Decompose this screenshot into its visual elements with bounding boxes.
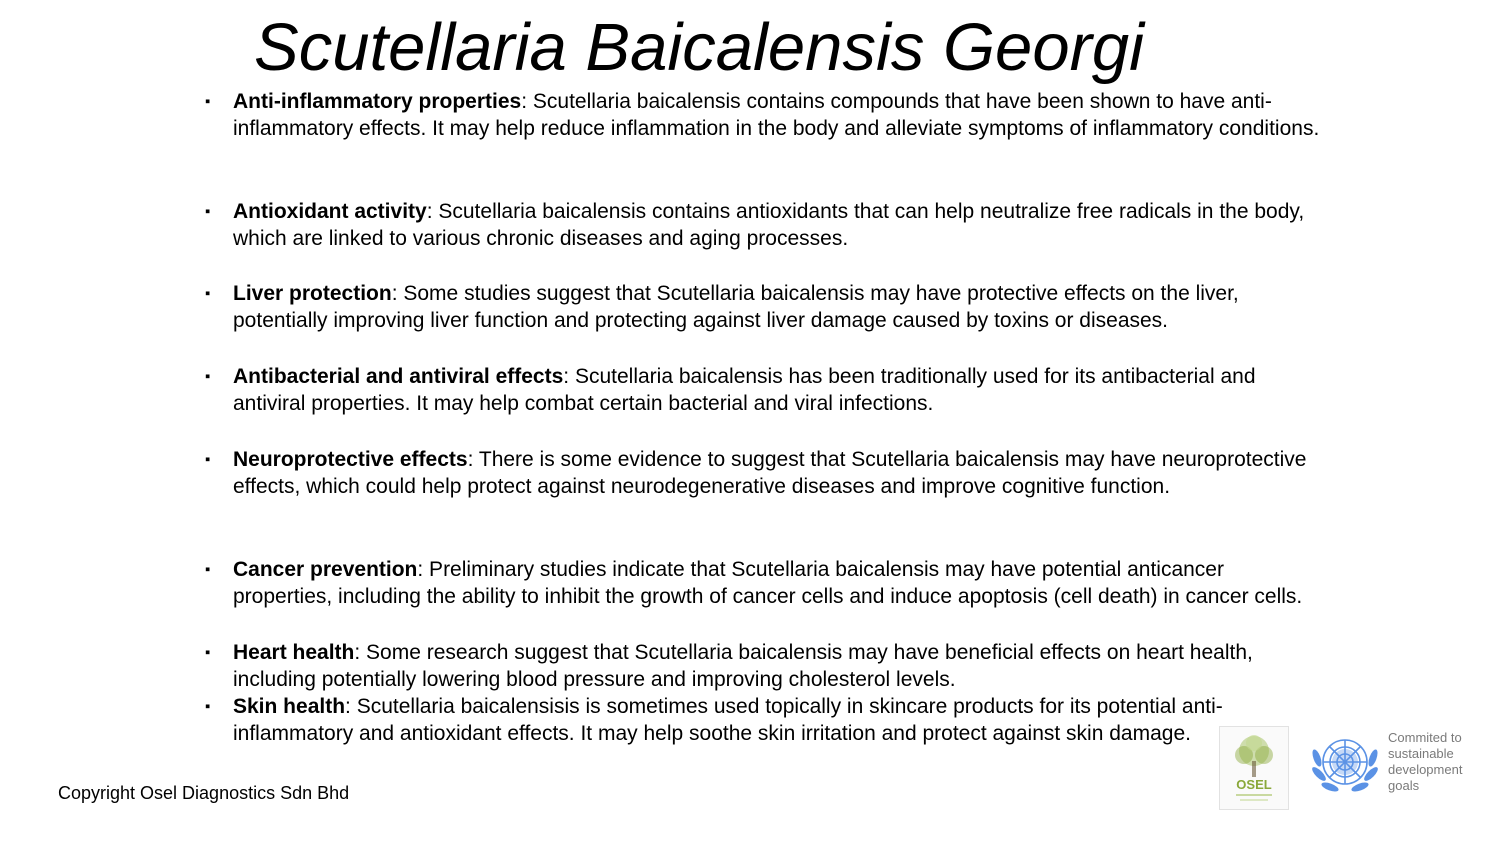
bullet-term: Cancer prevention [233,558,418,581]
bullet-text: : Some research suggest that Scutellaria baicalensis may have beneficial effects on heart health, including potentially lowering blood pressure and improving cholesterol levels. [233,641,1253,691]
bullet-term: Antibacterial and antiviral effects [233,365,564,388]
bullet-text: : Some studies suggest that Scutellaria baicalensis may have protective effects on the liver, potentially improving liver function and protecting against liver damage caused by toxins or diseases. [233,282,1239,332]
sdg-line: sustainable [1388,746,1454,761]
bullet-skin-health [205,693,1323,747]
bullet-marker: ▪ [205,561,211,578]
un-emblem-icon [1306,728,1384,800]
bullet-term: Skin health [233,695,346,718]
bullet-neuroprotective [205,446,1323,500]
bullet-marker: ▪ [205,203,211,220]
bullet-text: : Preliminary studies indicate that Scutellaria baicalensis may have potential anticancer properties, including the ability to inhibit the growth of cancer cells and induce apoptosis (cell death) in cancer cells. [233,558,1303,608]
bullet-text: : There is some evidence to suggest that Scutellaria baicalensis may have neuroprotective effects, which could help protect against neurodegenerative diseases and improve cognitive function. [233,448,1307,498]
bullet-liver-protection [205,280,1323,334]
bullet-marker: ▪ [205,285,211,302]
bullet-antioxidant [205,198,1323,252]
bullet-term: Anti-inflammatory properties [233,90,522,113]
bullet-heart-health [205,639,1323,693]
tree-icon [1220,727,1288,809]
bullet-text: : Scutellaria baicalensisis is sometimes used topically in skincare products for its potential anti-inflammatory and antioxidant effects. It may help soothe skin irritation and protect against skin damage. [233,695,1223,745]
sdg-line: goals [1388,778,1420,793]
bullet-term: Heart health [233,641,355,664]
bullet-marker: ▪ [205,368,211,385]
sdg-line: development [1388,762,1463,777]
bullet-text: : Scutellaria baicalensis contains antioxidants that can help neutralize free radicals in the body, which are linked to various chronic diseases and aging processes. [233,200,1305,250]
sdg-line: Commited to [1388,730,1462,745]
bullet-marker: ▪ [205,698,211,715]
bullet-text: : Scutellaria baicalensis has been traditionally used for its antibacterial and antiviral properties. It may help combat certain bacterial and viral infections. [233,365,1256,415]
copyright-notice: Copyright Osel Diagnostics Sdn Bhd [58,783,350,803]
bullet-cancer-prevention [205,556,1323,610]
sdg-commitment-text [1388,730,1488,794]
bullet-anti-inflammatory [205,88,1323,142]
bullet-marker: ▪ [205,451,211,468]
bullet-term: Liver protection [233,282,392,305]
bullet-marker: ▪ [205,644,211,661]
osel-logo-text: OSEL [1236,777,1272,792]
bullet-term: Antioxidant activity [233,200,427,223]
slide-title: Scutellaria Baicalensis Georgi [254,10,1145,85]
bullet-marker: ▪ [205,93,211,110]
bullet-antibacterial [205,363,1323,417]
osel-logo [1219,726,1289,810]
bullet-text: : Scutellaria baicalensis contains compounds that have been shown to have anti-inflammatory effects. It may help reduce inflammation in the body and alleviate symptoms of inflammatory conditions. [233,90,1320,140]
bullet-term: Neuroprotective effects [233,448,468,471]
